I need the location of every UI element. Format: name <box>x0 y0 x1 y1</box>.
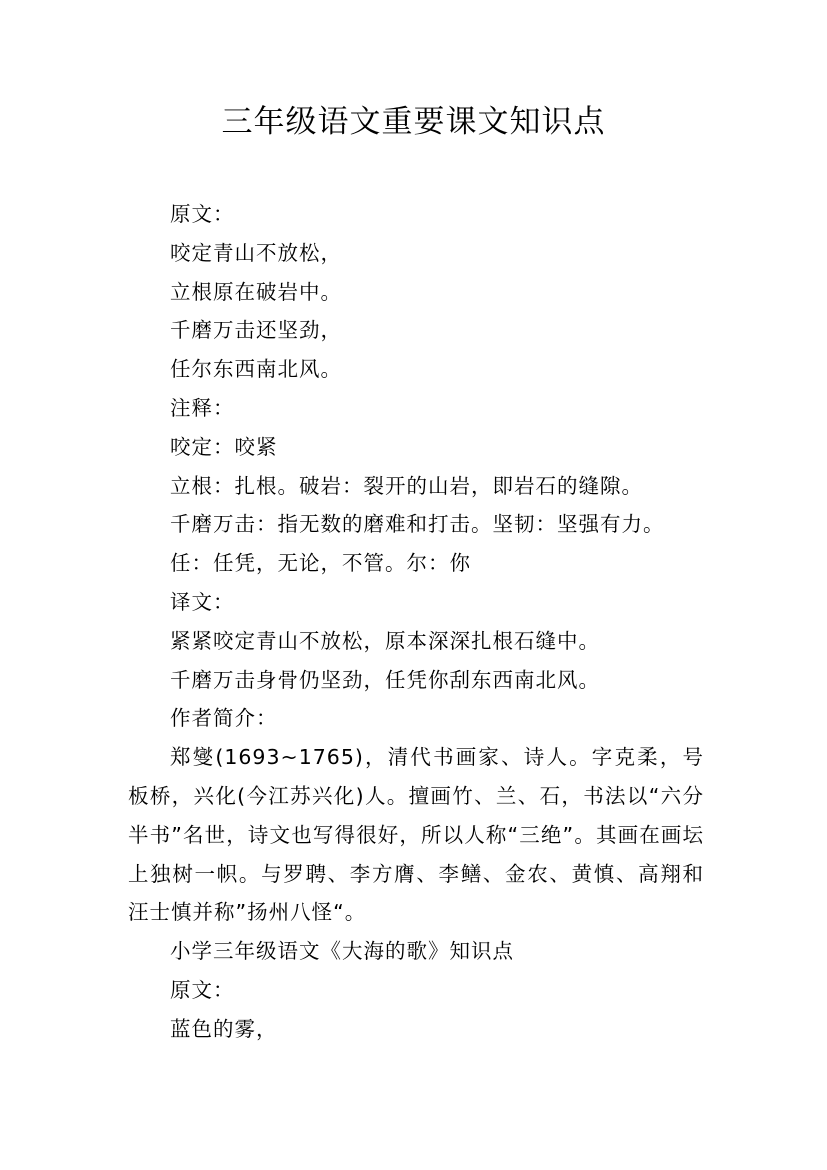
section-heading: 原文： <box>170 977 235 1002</box>
document-title: 三年级语文重要课文知识点 <box>221 104 606 140</box>
section-heading: 译文： <box>170 589 235 614</box>
annotation-line: 任：任凭，无论，不管。尔：你 <box>170 551 471 576</box>
annotation-line: 咬定：咬紧 <box>170 434 278 459</box>
section-heading: 小学三年级语文《大海的歌》知识点 <box>170 939 514 964</box>
poem-line: 咬定青山不放松， <box>170 240 342 265</box>
annotation-line: 立根：扎根。破岩：裂开的山岩，即岩石的缝隙。 <box>170 473 643 498</box>
author-paragraph: 郑燮(1693~1765)，清代书画家、诗人。字克柔，号板桥，兴化(今江苏兴化)人。擅画竹、兰、石，书法以“六分半书”名世，诗文也写得很好，所以人称“三绝”。其画在画坛上独树一帜。与罗聘、李方膺、李鳝、金农、黄慎、高翔和汪士慎并称”扬州八怪“。 <box>128 745 704 925</box>
text-line: 原文： <box>170 202 235 226</box>
poem-line: 任尔东西南北风。 <box>170 357 342 382</box>
poem-line: 千磨万击还坚劲， <box>170 318 342 343</box>
document-body <box>128 195 704 1049</box>
poem-line: 立根原在破岩中。 <box>170 279 342 304</box>
poem-line: 蓝色的雾， <box>170 1016 278 1041</box>
section-heading: 作者简介： <box>170 706 278 731</box>
annotation-line: 千磨万击：指无数的磨难和打击。坚韧：坚强有力。 <box>170 512 665 537</box>
section-heading: 注释： <box>170 395 235 420</box>
translation-line: 紧紧咬定青山不放松，原本深深扎根石缝中。 <box>170 628 600 653</box>
translation-line: 千磨万击身骨仍坚劲，任凭你刮东西南北风。 <box>170 667 600 692</box>
